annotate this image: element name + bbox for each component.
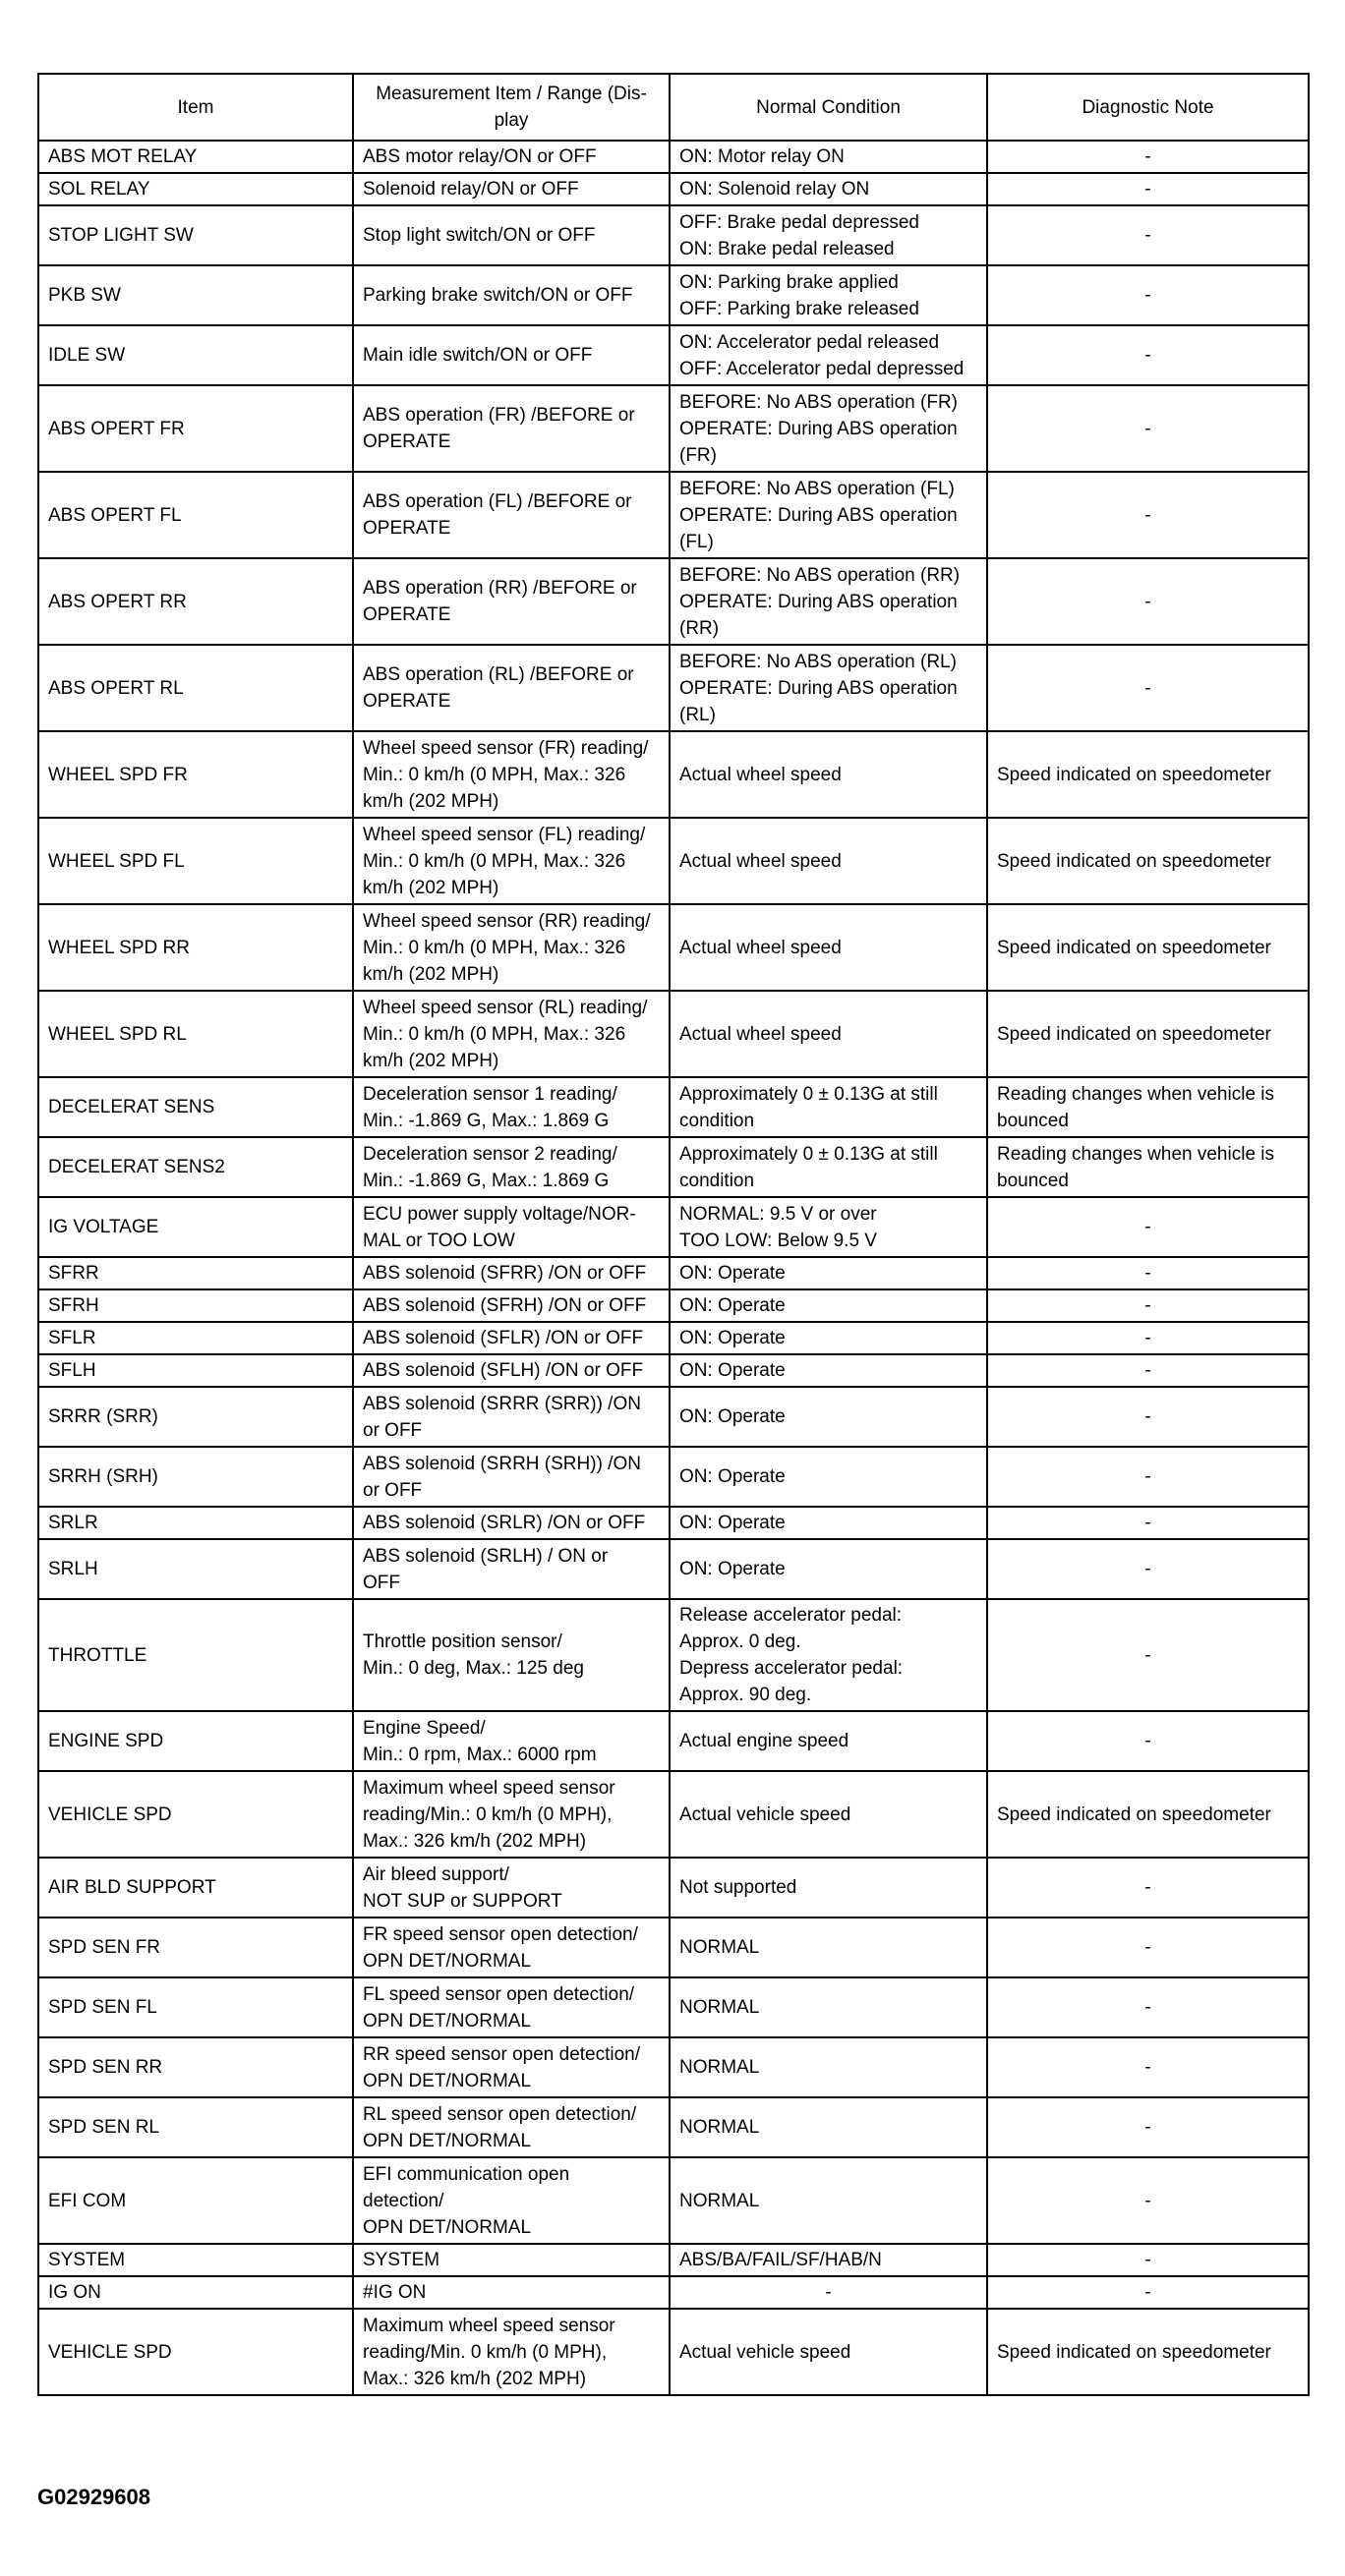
cell-diagnostic-note: - (987, 1599, 1309, 1711)
table-row (38, 1858, 1309, 1918)
cell-measurement: Parking brake switch/ON or OFF (353, 265, 670, 325)
cell-measurement: Throttle position sensor/ Min.: 0 deg, Max.: 125 deg (353, 1599, 670, 1711)
cell-measurement: Maximum wheel speed sensor reading/Min.: 0 km/h (0 MPH), Max.: 326 km/h (202 MPH) (353, 1771, 670, 1858)
cell-item: PKB SW (38, 265, 353, 325)
cell-normal-condition: ON: Motor relay ON (670, 141, 987, 173)
cell-item: WHEEL SPD FL (38, 818, 353, 904)
diagnostic-table (37, 73, 1310, 2396)
cell-normal-condition: Actual engine speed (670, 1711, 987, 1771)
cell-normal-condition: Actual wheel speed (670, 731, 987, 818)
cell-measurement: Air bleed support/ NOT SUP or SUPPORT (353, 1858, 670, 1918)
cell-diagnostic-note: - (987, 385, 1309, 472)
cell-measurement: ABS operation (RR) /BEFORE or OPERATE (353, 558, 670, 645)
cell-diagnostic-note: - (987, 1507, 1309, 1539)
cell-diagnostic-note: - (987, 1858, 1309, 1918)
cell-diagnostic-note: Speed indicated on speedometer (987, 2309, 1309, 2395)
cell-normal-condition: ON: Operate (670, 1539, 987, 1599)
cell-measurement: Deceleration sensor 2 reading/ Min.: -1.869 G, Max.: 1.869 G (353, 1137, 670, 1197)
cell-diagnostic-note: Speed indicated on speedometer (987, 818, 1309, 904)
cell-item: ABS MOT RELAY (38, 141, 353, 173)
cell-normal-condition: Actual wheel speed (670, 991, 987, 1077)
cell-normal-condition: Approximately 0 ± 0.13G at still condition (670, 1077, 987, 1137)
cell-measurement: Solenoid relay/ON or OFF (353, 173, 670, 205)
cell-item: SOL RELAY (38, 173, 353, 205)
cell-normal-condition: ON: Operate (670, 1354, 987, 1387)
cell-normal-condition: NORMAL (670, 2157, 987, 2244)
cell-item: DECELERAT SENS (38, 1077, 353, 1137)
cell-measurement: EFI communication open detection/ OPN DET/NORMAL (353, 2157, 670, 2244)
cell-normal-condition: Approximately 0 ± 0.13G at still condition (670, 1137, 987, 1197)
cell-item: SPD SEN FR (38, 1918, 353, 1977)
cell-normal-condition: ON: Solenoid relay ON (670, 173, 987, 205)
cell-item: ABS OPERT RR (38, 558, 353, 645)
cell-normal-condition: NORMAL (670, 1918, 987, 1977)
table-row (38, 904, 1309, 991)
cell-item: IG ON (38, 2276, 353, 2309)
cell-normal-condition: OFF: Brake pedal depressed ON: Brake pedal released (670, 205, 987, 265)
cell-measurement: SYSTEM (353, 2244, 670, 2276)
cell-measurement: ABS solenoid (SFRH) /ON or OFF (353, 1289, 670, 1322)
table-row (38, 1197, 1309, 1257)
cell-measurement: ABS solenoid (SRLH) / ON or OFF (353, 1539, 670, 1599)
cell-measurement: ABS solenoid (SRLR) /ON or OFF (353, 1507, 670, 1539)
cell-diagnostic-note: - (987, 265, 1309, 325)
cell-diagnostic-note: - (987, 1289, 1309, 1322)
cell-measurement: ABS solenoid (SFLH) /ON or OFF (353, 1354, 670, 1387)
cell-item: SPD SEN FL (38, 1977, 353, 2037)
cell-normal-condition: BEFORE: No ABS operation (FR) OPERATE: During ABS operation (FR) (670, 385, 987, 472)
table-row (38, 205, 1309, 265)
cell-measurement: ABS solenoid (SFRR) /ON or OFF (353, 1257, 670, 1289)
table-row (38, 1977, 1309, 2037)
cell-diagnostic-note: - (987, 1197, 1309, 1257)
cell-item: VEHICLE SPD (38, 2309, 353, 2395)
table-row (38, 1322, 1309, 1354)
cell-measurement: Deceleration sensor 1 reading/ Min.: -1.869 G, Max.: 1.869 G (353, 1077, 670, 1137)
cell-normal-condition: BEFORE: No ABS operation (RL) OPERATE: During ABS operation (RL) (670, 645, 987, 731)
table-row (38, 1599, 1309, 1711)
cell-item: ABS OPERT FR (38, 385, 353, 472)
cell-diagnostic-note: Speed indicated on speedometer (987, 904, 1309, 991)
cell-measurement: FR speed sensor open detection/ OPN DET/NORMAL (353, 1918, 670, 1977)
cell-normal-condition: ON: Accelerator pedal released OFF: Accelerator pedal depressed (670, 325, 987, 385)
cell-measurement: Maximum wheel speed sensor reading/Min. 0 km/h (0 MPH), Max.: 326 km/h (202 MPH) (353, 2309, 670, 2395)
cell-item: SFRH (38, 1289, 353, 1322)
cell-normal-condition: BEFORE: No ABS operation (RR) OPERATE: During ABS operation (RR) (670, 558, 987, 645)
cell-diagnostic-note: - (987, 1447, 1309, 1507)
header-normal-condition: Normal Condition (670, 74, 987, 141)
cell-measurement: Wheel speed sensor (FL) reading/ Min.: 0 km/h (0 MPH, Max.: 326 km/h (202 MPH) (353, 818, 670, 904)
cell-normal-condition: ON: Operate (670, 1447, 987, 1507)
cell-normal-condition: ON: Parking brake applied OFF: Parking brake released (670, 265, 987, 325)
cell-measurement: RL speed sensor open detection/ OPN DET/NORMAL (353, 2097, 670, 2157)
cell-item: ABS OPERT FL (38, 472, 353, 558)
table-header-row (38, 74, 1309, 141)
header-measurement: Measurement Item / Range (Dis- play (353, 74, 670, 141)
cell-item: SRLH (38, 1539, 353, 1599)
cell-measurement: Wheel speed sensor (FR) reading/ Min.: 0 km/h (0 MPH, Max.: 326 km/h (202 MPH) (353, 731, 670, 818)
cell-item: SRRR (SRR) (38, 1387, 353, 1447)
cell-diagnostic-note: - (987, 1918, 1309, 1977)
cell-measurement: Wheel speed sensor (RR) reading/ Min.: 0 km/h (0 MPH, Max.: 326 km/h (202 MPH) (353, 904, 670, 991)
cell-item: EFI COM (38, 2157, 353, 2244)
cell-normal-condition: ON: Operate (670, 1322, 987, 1354)
cell-diagnostic-note: - (987, 173, 1309, 205)
cell-item: DECELERAT SENS2 (38, 1137, 353, 1197)
cell-diagnostic-note: - (987, 1539, 1309, 1599)
table-row (38, 1447, 1309, 1507)
cell-measurement: Main idle switch/ON or OFF (353, 325, 670, 385)
table-body (38, 141, 1309, 2395)
cell-diagnostic-note: - (987, 1387, 1309, 1447)
cell-normal-condition: - (670, 2276, 987, 2309)
cell-item: SPD SEN RL (38, 2097, 353, 2157)
cell-measurement: ECU power supply voltage/NOR- MAL or TOO LOW (353, 1197, 670, 1257)
cell-item: VEHICLE SPD (38, 1771, 353, 1858)
table-row (38, 325, 1309, 385)
table-row (38, 265, 1309, 325)
cell-diagnostic-note: - (987, 558, 1309, 645)
cell-normal-condition: ABS/BA/FAIL/SF/HAB/N (670, 2244, 987, 2276)
cell-diagnostic-note: - (987, 1977, 1309, 2037)
cell-diagnostic-note: Speed indicated on speedometer (987, 991, 1309, 1077)
table-row (38, 2309, 1309, 2395)
cell-diagnostic-note: - (987, 141, 1309, 173)
table-row (38, 472, 1309, 558)
header-item: Item (38, 74, 353, 141)
cell-item: SPD SEN RR (38, 2037, 353, 2097)
cell-measurement: ABS solenoid (SFLR) /ON or OFF (353, 1322, 670, 1354)
cell-measurement: FL speed sensor open detection/ OPN DET/NORMAL (353, 1977, 670, 2037)
cell-item: SFLH (38, 1354, 353, 1387)
cell-normal-condition: NORMAL: 9.5 V or over TOO LOW: Below 9.5 V (670, 1197, 987, 1257)
cell-diagnostic-note: - (987, 472, 1309, 558)
table-row (38, 1918, 1309, 1977)
cell-diagnostic-note: - (987, 2097, 1309, 2157)
cell-measurement: ABS operation (FR) /BEFORE or OPERATE (353, 385, 670, 472)
cell-diagnostic-note: Speed indicated on speedometer (987, 731, 1309, 818)
cell-diagnostic-note: - (987, 1354, 1309, 1387)
table-row (38, 558, 1309, 645)
cell-item: THROTTLE (38, 1599, 353, 1711)
table-row (38, 385, 1309, 472)
table-row (38, 173, 1309, 205)
table-row (38, 2037, 1309, 2097)
cell-normal-condition: Actual wheel speed (670, 818, 987, 904)
table-row (38, 1137, 1309, 1197)
cell-item: SRLR (38, 1507, 353, 1539)
cell-diagnostic-note: - (987, 645, 1309, 731)
cell-diagnostic-note: - (987, 2244, 1309, 2276)
cell-item: WHEEL SPD RR (38, 904, 353, 991)
cell-measurement: Wheel speed sensor (RL) reading/ Min.: 0 km/h (0 MPH, Max.: 326 km/h (202 MPH) (353, 991, 670, 1077)
cell-normal-condition: NORMAL (670, 2037, 987, 2097)
cell-normal-condition: NORMAL (670, 1977, 987, 2037)
table-row (38, 1289, 1309, 1322)
cell-measurement: #IG ON (353, 2276, 670, 2309)
cell-measurement: ABS solenoid (SRRR (SRR)) /ON or OFF (353, 1387, 670, 1447)
cell-measurement: Engine Speed/ Min.: 0 rpm, Max.: 6000 rpm (353, 1711, 670, 1771)
cell-item: STOP LIGHT SW (38, 205, 353, 265)
header-diagnostic-note: Diagnostic Note (987, 74, 1309, 141)
cell-normal-condition: ON: Operate (670, 1257, 987, 1289)
table-row (38, 1354, 1309, 1387)
table-row (38, 1711, 1309, 1771)
cell-normal-condition: Not supported (670, 1858, 987, 1918)
cell-normal-condition: Actual vehicle speed (670, 2309, 987, 2395)
cell-measurement: RR speed sensor open detection/ OPN DET/NORMAL (353, 2037, 670, 2097)
cell-diagnostic-note: - (987, 2037, 1309, 2097)
cell-item: ABS OPERT RL (38, 645, 353, 731)
figure-id: G02929608 (37, 2485, 150, 2509)
table-row (38, 1387, 1309, 1447)
cell-normal-condition: ON: Operate (670, 1387, 987, 1447)
table-row (38, 2097, 1309, 2157)
cell-normal-condition: ON: Operate (670, 1507, 987, 1539)
cell-measurement: ABS motor relay/ON or OFF (353, 141, 670, 173)
cell-measurement: ABS operation (RL) /BEFORE or OPERATE (353, 645, 670, 731)
cell-item: ENGINE SPD (38, 1711, 353, 1771)
cell-diagnostic-note: - (987, 2157, 1309, 2244)
cell-item: WHEEL SPD RL (38, 991, 353, 1077)
cell-diagnostic-note: Reading changes when vehicle is bounced (987, 1077, 1309, 1137)
cell-normal-condition: Actual wheel speed (670, 904, 987, 991)
cell-diagnostic-note: Reading changes when vehicle is bounced (987, 1137, 1309, 1197)
cell-measurement: ABS solenoid (SRRH (SRH)) /ON or OFF (353, 1447, 670, 1507)
cell-item: SFRR (38, 1257, 353, 1289)
cell-item: IG VOLTAGE (38, 1197, 353, 1257)
table-row (38, 818, 1309, 904)
cell-diagnostic-note: - (987, 205, 1309, 265)
table-row (38, 1507, 1309, 1539)
cell-item: SYSTEM (38, 2244, 353, 2276)
table-row (38, 1771, 1309, 1858)
cell-item: SRRH (SRH) (38, 1447, 353, 1507)
cell-item: SFLR (38, 1322, 353, 1354)
table-row (38, 2157, 1309, 2244)
cell-diagnostic-note: - (987, 1257, 1309, 1289)
cell-diagnostic-note: - (987, 2276, 1309, 2309)
table-row (38, 731, 1309, 818)
document-page (37, 73, 1308, 2396)
table-row (38, 991, 1309, 1077)
cell-item: AIR BLD SUPPORT (38, 1858, 353, 1918)
cell-normal-condition: ON: Operate (670, 1289, 987, 1322)
cell-normal-condition: NORMAL (670, 2097, 987, 2157)
cell-diagnostic-note: - (987, 1711, 1309, 1771)
cell-diagnostic-note: - (987, 325, 1309, 385)
table-row (38, 1539, 1309, 1599)
cell-item: IDLE SW (38, 325, 353, 385)
table-row (38, 2276, 1309, 2309)
cell-normal-condition: BEFORE: No ABS operation (FL) OPERATE: During ABS operation (FL) (670, 472, 987, 558)
cell-normal-condition: Actual vehicle speed (670, 1771, 987, 1858)
cell-diagnostic-note: - (987, 1322, 1309, 1354)
table-row (38, 645, 1309, 731)
cell-normal-condition: Release accelerator pedal: Approx. 0 deg. Depress accelerator pedal: Approx. 90 deg. (670, 1599, 987, 1711)
cell-item: WHEEL SPD FR (38, 731, 353, 818)
cell-measurement: ABS operation (FL) /BEFORE or OPERATE (353, 472, 670, 558)
cell-measurement: Stop light switch/ON or OFF (353, 205, 670, 265)
table-row (38, 1257, 1309, 1289)
table-row (38, 1077, 1309, 1137)
table-row (38, 141, 1309, 173)
cell-diagnostic-note: Speed indicated on speedometer (987, 1771, 1309, 1858)
table-row (38, 2244, 1309, 2276)
